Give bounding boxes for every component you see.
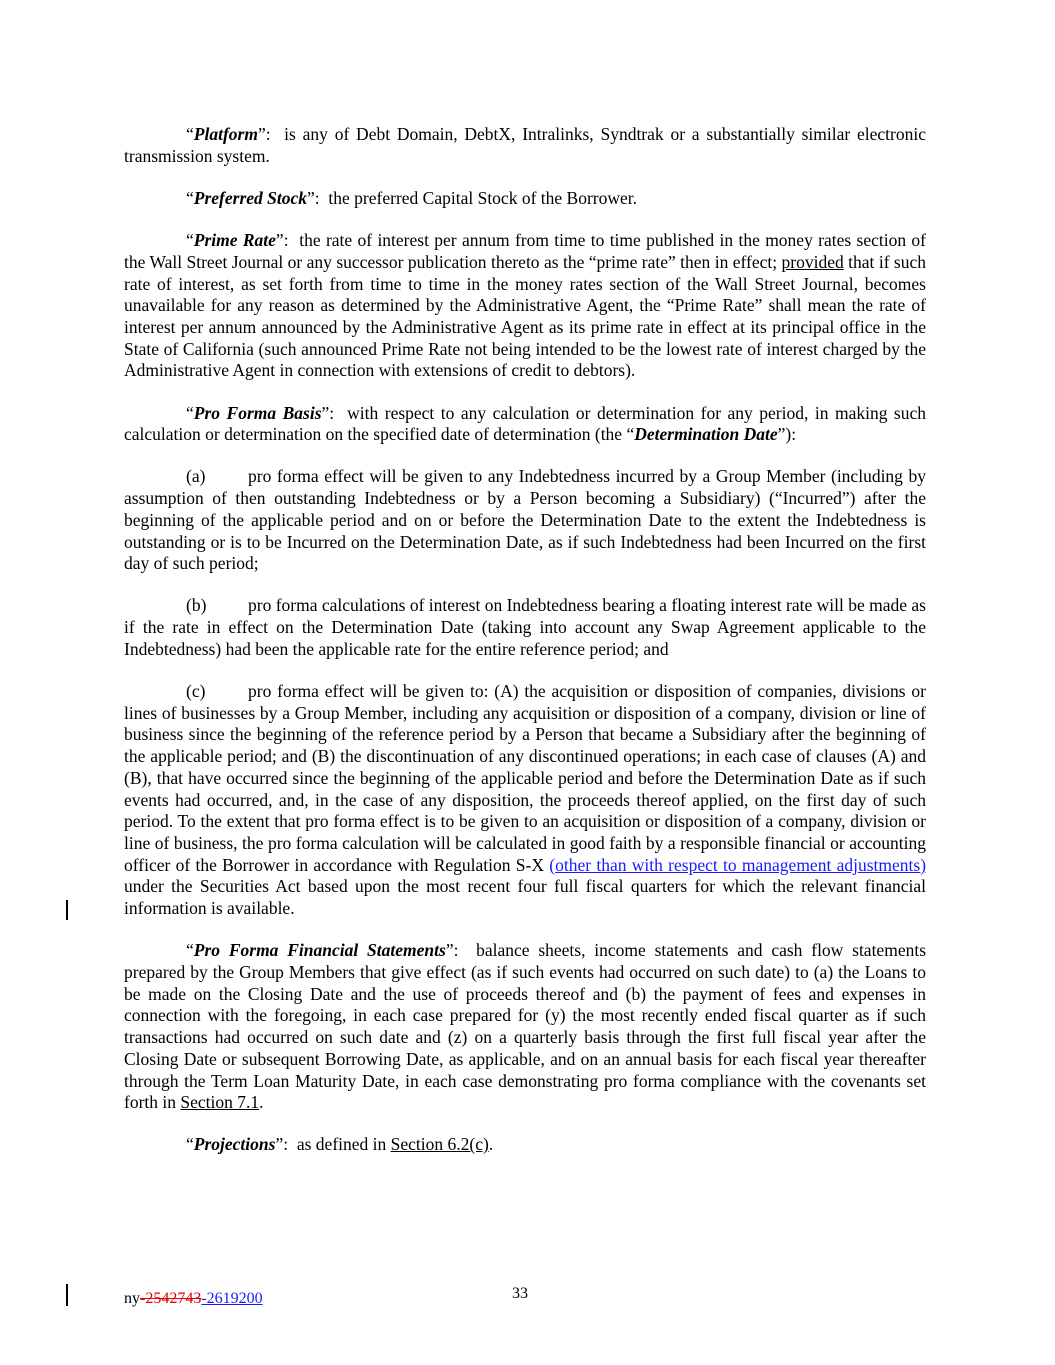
inserted-text-management-adjustments: (other than with respect to management adjustments) (549, 854, 927, 875)
page-footer (124, 1286, 926, 1310)
proviso-provided: provided (781, 251, 844, 272)
change-bar-regulation (66, 900, 68, 920)
defined-term-projections: Projections (193, 1134, 276, 1155)
section-ref-7-1[interactable]: Section 7.1 (180, 1092, 260, 1113)
clause-a-marker: (a) (186, 466, 206, 487)
document-id: ny-2542743-2619200 (124, 1290, 263, 1307)
clause-a: (a) pro forma effect will be given to any Indebtedness incurred by a Group Member (including by assumption of then outstanding Indebtedness or by a Person becoming a Subsidiary) (“Incurred”) after the beginning of the applicable period and on or before the Determination Date to the extent the Indebtedness is outstanding or is to be Incurred on the Determination Date, as if such Indebtedness had been Incurred on the first day of such period; (124, 466, 926, 574)
change-bar-footer (66, 1284, 68, 1306)
defined-term-platform: Platform (193, 124, 258, 144)
definition-platform: “Platform”: is any of Debt Domain, DebtX, Intralinks, Syndtrak or a substantially similar electronic transmission system. (124, 124, 926, 166)
inserted-doc-id: -2619200 (201, 1290, 263, 1307)
defined-term-pro-forma-financial-statements: Pro Forma Financial Statements (193, 940, 446, 961)
definition-pro-forma-financial-statements: “Pro Forma Financial Statements”: balance sheets, income statements and cash flow statements prepared by the Group Members that give effect (as if such events had occurred on such date) to (a) the Loans to be made on the Closing Date and the use of proceeds thereof and (b) the payment of fees and expenses in connection with the foregoing, in each case prepared for (y) the most recently ended fiscal quarter as if such transactions had occurred on such date and (z) on a quarterly basis through the first full fiscal year after the Closing Date or subsequent Borrowing Date, as applicable, and on an annual basis for each fiscal year thereafter through the Term Loan Maturity Date, in each case demonstrating pro forma compliance with the covenants set forth in Section 7.1. (124, 940, 927, 1113)
clause-b-marker: (b) (186, 595, 207, 616)
deleted-doc-id: -2542743 (140, 1290, 202, 1307)
definition-projections: “Projections”: as defined in Section 6.2(c). (186, 1134, 494, 1155)
defined-term-prime-rate: Prime Rate (193, 230, 276, 251)
definitions-body (124, 124, 926, 1177)
clause-b: (b) pro forma calculations of interest on Indebtedness bearing a floating interest rate will be made as if the rate in effect on the Determination Date (taking into account any Swap Agreement applicable to the Indebtedness) had been the applicable rate for the entire reference period; and (124, 595, 926, 659)
page-number: 33 (512, 1285, 528, 1302)
definition-preferred-stock: “Preferred Stock”: the preferred Capital Stock of the Borrower. (186, 187, 637, 208)
defined-term-pro-forma-basis: Pro Forma Basis (193, 402, 322, 423)
defined-term-preferred-stock: Preferred Stock (193, 187, 308, 208)
section-ref-6-2-c[interactable]: Section 6.2(c) (390, 1134, 489, 1155)
clause-c: (c) pro forma effect will be given to: (A) the acquisition or disposition of companies, divisions or lines of businesses by a Group Member, including any acquisition or disposition of a company, division or line of business since the beginning of the reference period by a Person that became a Subsidiary after the beginning of the applicable period; and (B) the discontinuation of any discontinued operations; in each case of clauses (A) and (B), that have occurred since the beginning of the applicable period and before the Determination Date as if such events had occurred, and, in the case of any disposition, the proceeds thereof applied, on the first day of such period. To the extent that pro forma effect is to be given to an acquisition or disposition of a company, division or line of business, the pro forma calculation will be calculated in good faith by a responsible financial or accounting officer of the Borrower in accordance with Regulation S-X (other than with respect to management adjustments) under the Securities Act based upon the most recent four full fiscal quarters for which the relevant financial information is available. (124, 681, 927, 919)
definition-pro-forma-basis: “Pro Forma Basis”: with respect to any calculation or determination for any period, in making such calculation or determination on the specified date of determination (the “Determination Date”): (124, 402, 927, 445)
clause-c-marker: (c) (186, 681, 206, 702)
defined-term-determination-date: Determination Date (634, 424, 778, 445)
definition-prime-rate: “Prime Rate”: the rate of interest per annum from time to time published in the money rates section of the Wall Street Journal or any successor publication thereto as the “prime rate” then in effect; provided that if such rate of interest, as set forth from time to time in the money rates section of the Wall Street Journal, becomes unavailable for any reason as determined by the Administrative Agent, the “Prime Rate” shall mean the rate of interest per annum announced by the Administrative Agent as its prime rate in effect at its principal office in the State of California (such announced Prime Rate not being intended to be the lowest rate of interest charged by the Administrative Agent in connection with extensions of credit to debtors). (124, 230, 927, 381)
